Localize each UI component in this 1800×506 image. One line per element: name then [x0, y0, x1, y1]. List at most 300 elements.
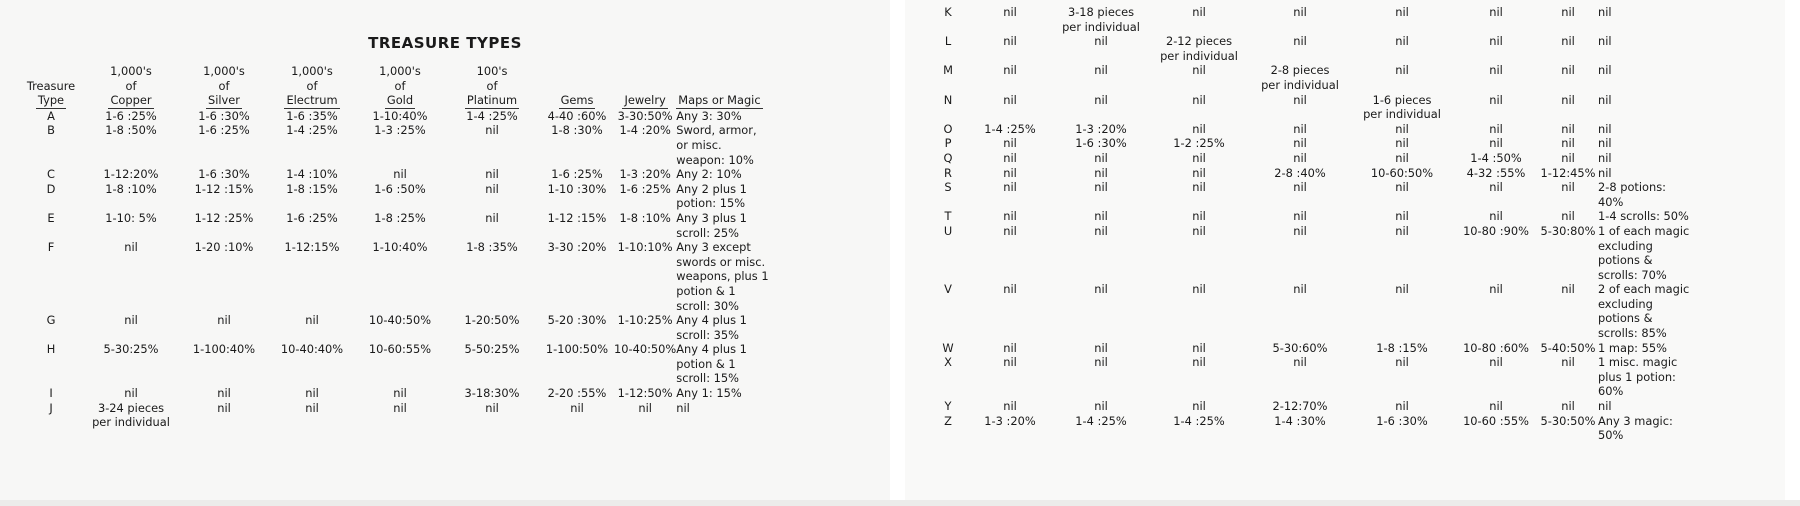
- cell-gems: [540, 123, 614, 167]
- cell-jewelry: [1538, 93, 1598, 122]
- table-row: [930, 63, 1708, 92]
- cell-electrum: [1148, 5, 1250, 34]
- cell-jewelry: [1538, 166, 1598, 181]
- table-row: [930, 136, 1708, 151]
- cell-silver-line: per individual: [1062, 19, 1140, 34]
- cell-gems: [1454, 180, 1538, 209]
- treasure-type-line: M: [943, 63, 953, 78]
- cell-silver-line: nil: [1094, 282, 1108, 297]
- cell-silver: [1054, 180, 1148, 209]
- cell-maps-or-magic-line: 2 of each magic: [1598, 282, 1690, 297]
- cell-silver-line: 1-100:40%: [192, 342, 256, 357]
- cell-electrum: [268, 109, 356, 124]
- cell-gems-line: nil: [1489, 180, 1503, 195]
- table-row: [20, 401, 776, 430]
- cell-copper: [966, 166, 1054, 181]
- table-row: [20, 167, 776, 182]
- treasure-type: [930, 282, 966, 340]
- cell-electrum-line: nil: [1192, 121, 1206, 136]
- cell-silver-line: nil: [1094, 165, 1108, 180]
- header-electrum: 1,000's of Electrum: [286, 64, 338, 108]
- cell-jewelry: [1538, 399, 1598, 414]
- cell-platinum: [1350, 34, 1454, 63]
- treasure-type-line: A: [47, 108, 55, 123]
- cell-jewelry-line: 5-40:50%: [1540, 340, 1596, 355]
- cell-gems-line: 3-30 :20%: [547, 240, 607, 255]
- cell-copper-line: nil: [1003, 92, 1017, 107]
- treasure-type-line: S: [944, 180, 952, 195]
- cell-maps-or-magic-line: Any 3 magic:: [1598, 413, 1673, 428]
- cell-copper: [82, 109, 180, 124]
- cell-maps-or-magic-line: 1 misc. magic: [1598, 355, 1678, 370]
- cell-copper: [966, 63, 1054, 92]
- cell-gems-line: 1-12 :15%: [547, 210, 607, 225]
- cell-electrum: [268, 386, 356, 401]
- cell-silver-line: nil: [1094, 63, 1108, 78]
- cell-electrum-line: 1-4 :25%: [286, 123, 338, 138]
- cell-electrum-line: 1-4 :10%: [286, 167, 338, 182]
- cell-platinum-line: nil: [1395, 355, 1409, 370]
- header-row: [20, 64, 776, 109]
- cell-electrum-line: 1-8 :15%: [286, 181, 338, 196]
- cell-silver-line: 1-6 :30%: [198, 108, 250, 123]
- cell-copper-line: 1-6 :25%: [105, 108, 157, 123]
- cell-gold: [1250, 209, 1350, 224]
- cell-copper: [966, 414, 1054, 443]
- cell-silver: [180, 109, 268, 124]
- table-row: [930, 209, 1708, 224]
- cell-jewelry: [1538, 355, 1598, 399]
- cell-maps-or-magic-line: potion & 1: [676, 356, 736, 371]
- header-gems: Gems: [560, 93, 594, 108]
- cell-gems-line: nil: [1489, 282, 1503, 297]
- cell-silver: [180, 342, 268, 386]
- treasure-type-line: W: [942, 340, 954, 355]
- cell-maps-or-magic: [1598, 224, 1708, 282]
- cell-maps-or-magic: [676, 401, 776, 430]
- treasure-type-line: P: [944, 136, 952, 151]
- cell-copper-line: nil: [1003, 5, 1017, 19]
- cell-gems: [1454, 355, 1538, 399]
- treasure-table-left: [20, 64, 776, 430]
- cell-jewelry: [1538, 151, 1598, 166]
- cell-gold: [1250, 341, 1350, 356]
- cell-copper: [966, 355, 1054, 399]
- cell-platinum: [1350, 166, 1454, 181]
- cell-maps-or-magic: [1598, 282, 1708, 340]
- treasure-type: [930, 209, 966, 224]
- cell-jewelry-line: nil: [638, 400, 652, 415]
- cell-platinum: [1350, 151, 1454, 166]
- page-title: TREASURE TYPES: [368, 34, 522, 52]
- cell-electrum: [1148, 399, 1250, 414]
- header-type: Treasure Type: [26, 78, 76, 108]
- cell-jewelry-line: 1-4 :20%: [619, 123, 671, 138]
- cell-jewelry: [614, 167, 676, 182]
- cell-electrum-line: nil: [305, 313, 319, 328]
- cell-gold-line: nil: [1293, 355, 1307, 370]
- cell-gold-line: 1-10:40%: [372, 240, 428, 255]
- cell-platinum-line: nil: [1395, 34, 1409, 49]
- cell-electrum: [1148, 34, 1250, 63]
- cell-silver: [1054, 122, 1148, 137]
- cell-electrum: [1148, 355, 1250, 399]
- cell-copper: [966, 180, 1054, 209]
- treasure-type-line: L: [944, 34, 952, 49]
- treasure-type: [930, 399, 966, 414]
- table-row: [20, 182, 776, 211]
- table-row: [20, 109, 776, 124]
- cell-silver-line: 1-6 :30%: [1075, 136, 1127, 151]
- cell-platinum: [1350, 93, 1454, 122]
- cell-jewelry-line: 1-8 :10%: [619, 210, 671, 225]
- cell-maps-or-magic-line: nil: [1598, 92, 1612, 107]
- cell-gold-line: per individual: [1261, 77, 1339, 92]
- cell-gold: [1250, 224, 1350, 282]
- cell-maps-or-magic: [1598, 341, 1708, 356]
- cell-maps-or-magic-line: 1 map: 55%: [1598, 340, 1667, 355]
- cell-gold: [1250, 5, 1350, 34]
- cell-platinum-line: per individual: [1363, 107, 1441, 122]
- cell-gold-line: 2-8 pieces: [1270, 63, 1330, 78]
- cell-platinum-line: 1-8 :35%: [466, 240, 518, 255]
- cell-gold-line: nil: [1293, 150, 1307, 165]
- cell-gems: [1454, 166, 1538, 181]
- cell-platinum-line: nil: [1395, 136, 1409, 151]
- cell-gems: [540, 109, 614, 124]
- cell-maps-or-magic-line: 60%: [1598, 384, 1624, 399]
- cell-gold: [356, 167, 444, 182]
- treasure-type: [930, 341, 966, 356]
- table-row: [20, 342, 776, 386]
- cell-gold-line: nil: [1293, 282, 1307, 297]
- cell-gems-line: nil: [570, 400, 584, 415]
- treasure-type: [930, 166, 966, 181]
- cell-platinum: [1350, 180, 1454, 209]
- table-row: [930, 355, 1708, 399]
- cell-jewelry-line: nil: [1561, 209, 1575, 224]
- cell-platinum: [1350, 282, 1454, 340]
- cell-gems: [1454, 5, 1538, 34]
- cell-silver-line: nil: [1094, 34, 1108, 49]
- cell-maps-or-magic-line: Any 2: 10%: [676, 167, 742, 182]
- cell-jewelry-line: 5-30:50%: [1540, 413, 1596, 428]
- treasure-type: [930, 224, 966, 282]
- cell-jewelry: [614, 109, 676, 124]
- cell-platinum: [444, 386, 540, 401]
- cell-silver-line: 1-6 :25%: [198, 123, 250, 138]
- cell-electrum-line: nil: [1192, 63, 1206, 78]
- cell-copper: [966, 341, 1054, 356]
- cell-electrum: [1148, 93, 1250, 122]
- cell-maps-or-magic-line: Any 1: 15%: [676, 386, 742, 401]
- cell-platinum-line: nil: [1395, 180, 1409, 195]
- treasure-type: [20, 182, 82, 211]
- cell-jewelry-line: 1-6 :25%: [619, 181, 671, 196]
- cell-electrum-line: 2-12 pieces: [1165, 34, 1233, 49]
- cell-jewelry: [1538, 34, 1598, 63]
- cell-gold-line: nil: [1293, 180, 1307, 195]
- cell-copper-line: nil: [1003, 399, 1017, 414]
- cell-copper-line: nil: [1003, 209, 1017, 224]
- cell-silver: [1054, 414, 1148, 443]
- cell-maps-or-magic-line: 50%: [1598, 428, 1624, 443]
- cell-jewelry: [1538, 63, 1598, 92]
- cell-maps-or-magic-line: plus 1 potion:: [1598, 369, 1676, 384]
- treasure-type-line: G: [46, 313, 56, 328]
- cell-gold-line: nil: [393, 386, 407, 401]
- treasure-type-line: X: [944, 355, 952, 370]
- cell-copper-line: nil: [1003, 150, 1017, 165]
- cell-jewelry: [614, 313, 676, 342]
- cell-platinum-line: nil: [1395, 121, 1409, 136]
- cell-gems: [1454, 224, 1538, 282]
- treasure-type-line: N: [943, 92, 953, 107]
- cell-maps-or-magic-line: 1-4 scrolls: 50%: [1598, 209, 1689, 224]
- table-row: [930, 399, 1708, 414]
- cell-platinum-line: nil: [1395, 63, 1409, 78]
- cell-jewelry-line: nil: [1561, 355, 1575, 370]
- treasure-type: [20, 123, 82, 167]
- cell-platinum: [1350, 224, 1454, 282]
- cell-jewelry-line: nil: [1561, 150, 1575, 165]
- cell-gems-line: nil: [1489, 92, 1503, 107]
- cell-electrum: [1148, 151, 1250, 166]
- cell-platinum: [444, 401, 540, 430]
- cell-electrum: [1148, 209, 1250, 224]
- cell-silver: [180, 211, 268, 240]
- cell-silver: [1054, 136, 1148, 151]
- cell-gems: [1454, 282, 1538, 340]
- treasure-type-line: E: [47, 210, 55, 225]
- cell-gems-line: 5-20 :30%: [547, 313, 607, 328]
- cell-jewelry-line: nil: [1561, 5, 1575, 19]
- cell-silver-line: 3-18 pieces: [1067, 5, 1135, 19]
- cell-maps-or-magic-line: nil: [1598, 121, 1612, 136]
- cell-maps-or-magic-line: nil: [1598, 150, 1612, 165]
- cell-gold: [356, 386, 444, 401]
- cell-gems-line: nil: [1489, 121, 1503, 136]
- cell-electrum-line: nil: [1192, 282, 1206, 297]
- cell-gold-line: 1-4 :30%: [1274, 413, 1326, 428]
- cell-maps-or-magic: [1598, 151, 1708, 166]
- cell-copper-line: 1-10: 5%: [105, 210, 157, 225]
- cell-silver: [1054, 399, 1148, 414]
- cell-jewelry-line: nil: [1561, 63, 1575, 78]
- table-row: [930, 341, 1708, 356]
- cell-gems-line: 10-60 :55%: [1463, 413, 1529, 428]
- cell-copper-line: nil: [124, 240, 138, 255]
- cell-silver: [1054, 355, 1148, 399]
- cell-platinum-line: 5-50:25%: [464, 342, 520, 357]
- cell-electrum-line: nil: [1192, 399, 1206, 414]
- cell-maps-or-magic-line: nil: [676, 400, 690, 415]
- cell-platinum: [444, 211, 540, 240]
- page-edge-shadow: [0, 500, 1800, 506]
- cell-maps-or-magic: [676, 240, 776, 313]
- cell-jewelry-line: 10-40:50%: [614, 342, 677, 357]
- cell-copper: [82, 211, 180, 240]
- cell-gems-line: 1-10 :30%: [547, 181, 607, 196]
- cell-silver: [1054, 166, 1148, 181]
- cell-jewelry: [614, 401, 676, 430]
- cell-platinum: [444, 342, 540, 386]
- cell-gold: [1250, 34, 1350, 63]
- cell-platinum-line: 1-20:50%: [464, 313, 520, 328]
- cell-maps-or-magic: [1598, 122, 1708, 137]
- cell-maps-or-magic-line: 40%: [1598, 194, 1624, 209]
- cell-electrum: [268, 123, 356, 167]
- treasure-type-line: B: [47, 123, 55, 138]
- cell-maps-or-magic-line: potions &: [1598, 253, 1653, 268]
- cell-jewelry-line: 1-10:25%: [617, 313, 673, 328]
- header-copper: 1,000's of Copper: [110, 64, 152, 108]
- cell-platinum: [444, 167, 540, 182]
- cell-platinum-line: 1-8 :15%: [1376, 340, 1428, 355]
- cell-electrum: [1148, 341, 1250, 356]
- cell-copper: [82, 167, 180, 182]
- cell-platinum-line: nil: [1395, 209, 1409, 224]
- cell-maps-or-magic-line: potion: 15%: [676, 196, 746, 211]
- cell-platinum: [1350, 122, 1454, 137]
- treasure-type: [930, 34, 966, 63]
- cell-jewelry-line: 3-30:50%: [617, 108, 673, 123]
- cell-electrum: [268, 313, 356, 342]
- cell-gold: [1250, 136, 1350, 151]
- cell-gems-line: nil: [1489, 355, 1503, 370]
- cell-gold-line: 2-8 :40%: [1274, 165, 1326, 180]
- treasure-type-line: O: [943, 121, 953, 136]
- cell-maps-or-magic: [1598, 414, 1708, 443]
- cell-platinum: [1350, 399, 1454, 414]
- cell-gold: [1250, 399, 1350, 414]
- header-platinum: 100's of Platinum: [466, 64, 518, 108]
- cell-gold-line: 10-60:55%: [368, 342, 432, 357]
- cell-electrum-line: nil: [305, 400, 319, 415]
- treasure-type: [20, 211, 82, 240]
- cell-electrum: [1148, 63, 1250, 92]
- cell-platinum: [1350, 414, 1454, 443]
- cell-copper: [966, 93, 1054, 122]
- cell-copper: [966, 136, 1054, 151]
- cell-silver: [180, 313, 268, 342]
- cell-copper: [966, 34, 1054, 63]
- cell-platinum: [444, 313, 540, 342]
- cell-maps-or-magic-line: scrolls: 85%: [1598, 326, 1667, 341]
- treasure-type-line: Z: [944, 413, 952, 428]
- cell-silver: [1054, 282, 1148, 340]
- cell-electrum: [1148, 166, 1250, 181]
- cell-silver: [180, 182, 268, 211]
- cell-silver: [180, 386, 268, 401]
- cell-jewelry: [1538, 341, 1598, 356]
- cell-platinum: [444, 123, 540, 167]
- table-row: [20, 211, 776, 240]
- cell-maps-or-magic: [676, 342, 776, 386]
- cell-electrum-line: 1-4 :25%: [1173, 413, 1225, 428]
- treasure-type-line: I: [49, 386, 53, 401]
- cell-copper-line: per individual: [92, 415, 170, 430]
- cell-gems: [540, 313, 614, 342]
- cell-copper-line: nil: [1003, 223, 1017, 238]
- cell-maps-or-magic-line: Any 4 plus 1: [676, 342, 747, 357]
- cell-gems-line: 1-100:50%: [545, 342, 609, 357]
- cell-silver: [180, 167, 268, 182]
- cell-gems: [1454, 122, 1538, 137]
- cell-silver-line: nil: [1094, 223, 1108, 238]
- treasure-type: [20, 342, 82, 386]
- cell-copper-line: nil: [1003, 340, 1017, 355]
- cell-maps-or-magic-line: scrolls: 70%: [1598, 267, 1667, 282]
- cell-silver: [180, 240, 268, 313]
- cell-maps-or-magic-line: scroll: 35%: [676, 327, 739, 342]
- cell-gold: [1250, 122, 1350, 137]
- cell-copper: [82, 401, 180, 430]
- table-row: [930, 224, 1708, 282]
- cell-jewelry-line: 1-10:10%: [617, 240, 673, 255]
- cell-gems: [1454, 63, 1538, 92]
- cell-gems: [1454, 136, 1538, 151]
- cell-gems: [540, 167, 614, 182]
- treasure-type-line: K: [944, 5, 952, 19]
- cell-maps-or-magic-line: nil: [1598, 34, 1612, 49]
- cell-maps-or-magic-line: Any 3 except: [676, 240, 751, 255]
- cell-copper: [966, 224, 1054, 282]
- treasure-type: [20, 109, 82, 124]
- cell-silver: [1054, 151, 1148, 166]
- cell-platinum-line: nil: [1395, 150, 1409, 165]
- cell-silver-line: 1-12 :15%: [194, 181, 254, 196]
- cell-gems-line: 1-4 :50%: [1470, 150, 1522, 165]
- treasure-type: [930, 151, 966, 166]
- cell-maps-or-magic-line: weapons, plus 1: [676, 269, 769, 284]
- treasure-type: [20, 240, 82, 313]
- cell-copper-line: 3-24 pieces: [97, 400, 165, 415]
- cell-maps-or-magic-line: 1 of each magic: [1598, 223, 1690, 238]
- table-row: [20, 123, 776, 167]
- cell-jewelry-line: 1-12:45%: [1540, 165, 1596, 180]
- treasure-type: [930, 5, 966, 34]
- cell-gold-line: 1-3 :25%: [374, 123, 426, 138]
- cell-gold: [356, 342, 444, 386]
- cell-maps-or-magic-line: nil: [1598, 399, 1612, 414]
- cell-maps-or-magic-line: Any 2 plus 1: [676, 181, 747, 196]
- treasure-type-line: D: [46, 181, 56, 196]
- cell-maps-or-magic-line: nil: [1598, 63, 1612, 78]
- table-row: [930, 93, 1708, 122]
- cell-jewelry: [614, 182, 676, 211]
- cell-silver: [1054, 209, 1148, 224]
- treasure-type-line: Y: [944, 399, 952, 414]
- cell-platinum-line: nil: [485, 167, 499, 182]
- cell-maps-or-magic: [676, 313, 776, 342]
- cell-maps-or-magic-line: or misc.: [676, 137, 722, 152]
- cell-copper-line: nil: [1003, 180, 1017, 195]
- cell-jewelry: [1538, 224, 1598, 282]
- cell-gold: [356, 313, 444, 342]
- header-gold: 1,000's of Gold: [379, 64, 421, 108]
- cell-maps-or-magic-line: Any 3: 30%: [676, 108, 742, 123]
- cell-electrum: [1148, 136, 1250, 151]
- cell-platinum: [1350, 209, 1454, 224]
- cell-copper-line: 1-3 :20%: [984, 413, 1036, 428]
- cell-electrum-line: nil: [1192, 355, 1206, 370]
- cell-copper: [82, 386, 180, 401]
- cell-gems-line: 1-6 :25%: [551, 167, 603, 182]
- cell-copper: [82, 182, 180, 211]
- cell-electrum-line: nil: [1192, 150, 1206, 165]
- cell-platinum: [444, 109, 540, 124]
